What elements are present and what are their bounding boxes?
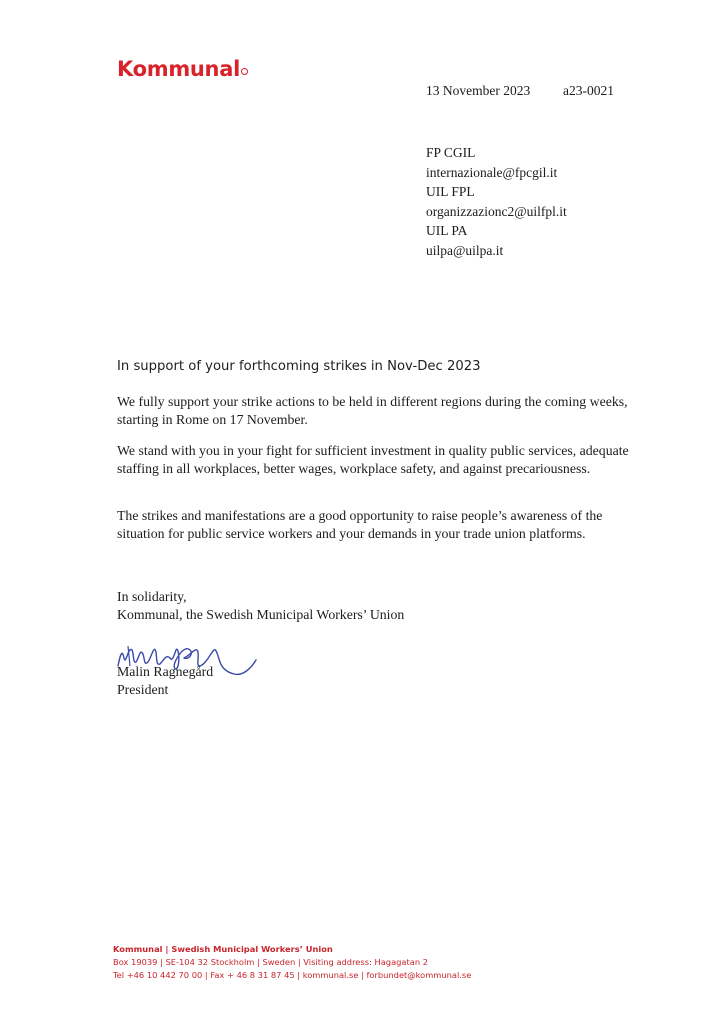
closing-block	[117, 588, 404, 623]
recipient-email: organizzazionc2@uilfpl.it	[426, 203, 567, 219]
closing-salutation: In solidarity,	[117, 589, 187, 604]
letter-meta	[426, 83, 614, 99]
signer-title: President	[117, 681, 169, 697]
logo-dot-icon	[241, 68, 248, 75]
reference-number: a23-0021	[563, 83, 614, 98]
recipient-line: FP CGIL	[426, 145, 476, 160]
footer-contact: Tel +46 10 442 70 00 | Fax + 46 8 31 87 45 | kommunal.se | forbundet@kommunal.se	[113, 970, 472, 980]
signer-name: Malin Ragnegård	[117, 664, 214, 679]
recipient-line: UIL FPL	[426, 184, 475, 199]
logo-text: Kommunal	[117, 57, 240, 81]
letter-paragraph: The strikes and manifestations are a good opportunity to raise people’s awareness of the situation for public service workers and your demands in your trade union platforms.	[117, 508, 603, 541]
recipient-block	[426, 143, 567, 260]
signer-block	[117, 663, 213, 698]
letter-date: 13 November 2023	[426, 83, 531, 98]
letter-paragraph: We stand with you in your fight for sufficient investment in quality public services, adequate staffing in all workplaces, better wages, workplace safety, and against precariousness.	[117, 443, 629, 476]
recipient-email: uilpa@uilpa.it	[426, 242, 504, 258]
footer-organization: Kommunal | Swedish Municipal Workers’ Union	[113, 944, 333, 954]
kommunal-logo	[117, 57, 248, 81]
footer-address: Box 19039 | SE-104 32 Stockholm | Sweden | Visiting address: Hagagatan 2	[113, 957, 429, 967]
recipient-line: UIL PA	[426, 223, 468, 238]
letter-heading: In support of your forthcoming strikes in Nov-Dec 2023	[117, 359, 481, 374]
sender-organization: Kommunal, the Swedish Municipal Workers’ Union	[117, 606, 405, 622]
letter-footer	[113, 943, 471, 982]
recipient-email: internazionale@fpcgil.it	[426, 164, 558, 180]
letter-paragraph: We fully support your strike actions to be held in different regions during the coming weeks, starting in Rome on 17 November.	[117, 394, 628, 427]
